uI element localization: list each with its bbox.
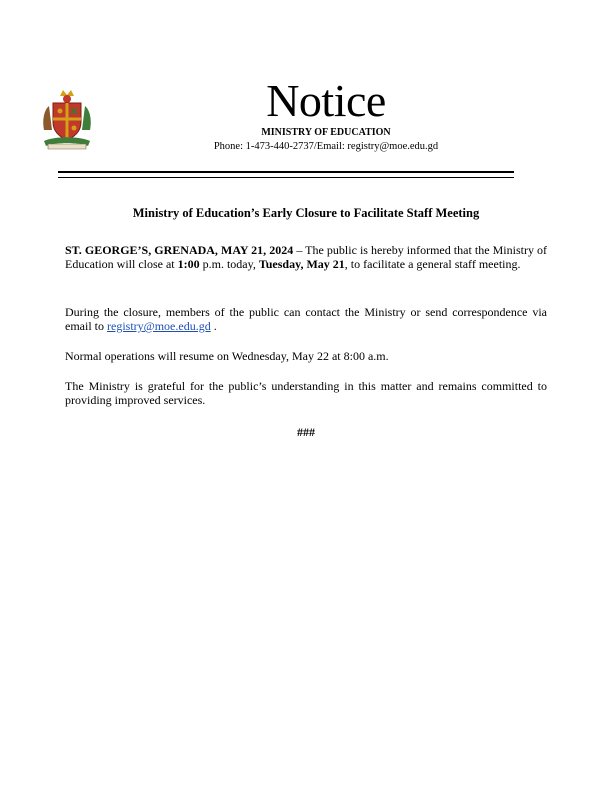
contact-line: Phone: 1-473-440-2737/Email: registry@moe.edu.gd	[213, 141, 439, 152]
announcement-text-c: , to facilitate a general staff meeting.	[344, 257, 521, 271]
contact-text-a: During the closure, members of the public can contact the Ministry or send correspondence via email to	[65, 305, 547, 333]
header-divider-thin	[58, 177, 514, 178]
announcement-text-b: p.m. today,	[199, 257, 259, 271]
paragraph-contact	[65, 305, 547, 333]
email-link[interactable]: registry@moe.edu.gd	[107, 319, 211, 333]
announcement-text-a: – The public is hereby informed that the Ministry of Education will close at	[65, 243, 548, 271]
paragraph-thanks: The Ministry is grateful for the public’s understanding in this matter and remains committed to providing improved services.	[65, 379, 547, 407]
headline: Ministry of Education’s Early Closure to Facilitate Staff Meeting	[132, 206, 480, 220]
grenada-coat-of-arms-icon	[38, 86, 96, 152]
paragraph-resume: Normal operations will resume on Wednesday, May 22 at 8:00 a.m.	[65, 349, 389, 363]
contact-text-b: .	[210, 319, 217, 333]
paragraph-announcement	[65, 243, 547, 271]
closing-time: 1:00	[177, 257, 200, 271]
notice-title: Notice	[266, 75, 386, 126]
header-divider-thick	[58, 171, 514, 173]
dateline: ST. GEORGE’S, GRENADA, MAY 21, 2024	[65, 243, 294, 257]
closing-day: Tuesday, May 21	[258, 257, 345, 271]
ministry-name: MINISTRY OF EDUCATION	[261, 127, 391, 138]
end-mark: ###	[297, 425, 315, 439]
